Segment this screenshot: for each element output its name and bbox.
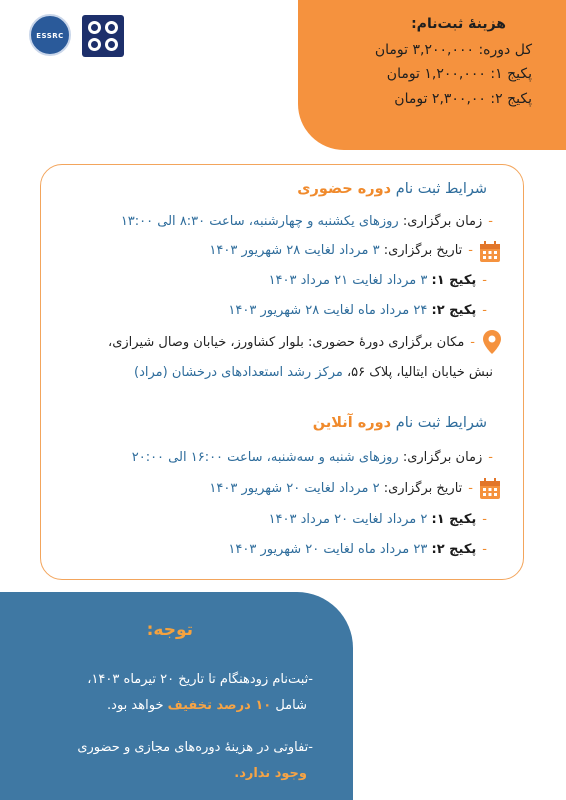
fee-package-1: پکیج ۱: ۱,۲۰۰,۰۰۰ تومان — [386, 66, 532, 82]
fee-package-2: پکیج ۲: ۲,۳۰۰,۰۰ تومان — [394, 91, 532, 107]
inperson-package-2: -پکیج ۲: ۲۴ مرداد ماه لغایت ۲۸ شهریور ۱۴۰۳ — [228, 303, 487, 318]
notice-box — [0, 592, 353, 800]
inperson-package-1: -پکیج ۱: ۳ مرداد لغایت ۲۱ مرداد ۱۴۰۳ — [268, 273, 487, 288]
inperson-location-line1: -مکان برگزاری دورۀ حضوری: بلوار کشاورز، خیابان وصال شیرازی، — [108, 335, 475, 350]
institution-logo — [82, 15, 124, 57]
notice-title: توجه: — [146, 620, 193, 640]
calendar-icon-online — [479, 478, 501, 500]
notice-line-3: -تفاوتی در هزینۀ دوره‌های مجازی و حضوری — [77, 740, 313, 755]
online-package-1: -پکیج ۱: ۲ مرداد لغایت ۲۰ مرداد ۱۴۰۳ — [268, 512, 487, 527]
notice-line-4: وجود ندارد. — [234, 766, 307, 781]
notice-line-2: شامل ۱۰ درصد تخفیف خواهد بود. — [107, 698, 307, 713]
inperson-date: -تاریخ برگزاری: ۳ مرداد لغایت ۲۸ شهریور ۱۴۰۳ — [209, 243, 473, 258]
inperson-location-line2: نبش خیابان ایتالیا، پلاک ۵۶، مرکز رشد استعدادهای درخشان (مراد) — [134, 365, 493, 380]
conditions-card — [40, 164, 524, 580]
fee-title: هزینۀ ثبت‌نام: — [411, 16, 506, 32]
fee-full-course: کل دوره: ۳,۲۰۰,۰۰۰ تومان — [374, 42, 532, 58]
online-header: شرایط ثبت نام دوره آنلاین — [312, 415, 487, 431]
essrc-logo: ESSRC — [29, 14, 71, 56]
online-time: -زمان برگزاری: روزهای شنبه و سه‌شنبه، ساعت ۱۶:۰۰ الی ۲۰:۰۰ — [131, 450, 493, 465]
inperson-time: -زمان برگزاری: روزهای یکشنبه و چهارشنبه، ساعت ۸:۳۰ الی ۱۳:۰۰ — [120, 214, 493, 229]
online-date: -تاریخ برگزاری: ۲ مرداد لغایت ۲۰ شهریور ۱۴۰۳ — [209, 481, 473, 496]
location-pin-icon — [483, 330, 501, 354]
inperson-header: شرایط ثبت نام دوره حضوری — [297, 181, 487, 197]
fee-box — [298, 0, 566, 150]
notice-line-1: -ثبت‌نام زودهنگام تا تاریخ ۲۰ تیرماه ۱۴۰۳، — [87, 672, 313, 687]
calendar-icon — [479, 241, 501, 263]
online-package-2: -پکیج ۲: ۲۳ مرداد ماه لغایت ۲۰ شهریور ۱۴۰۳ — [228, 542, 487, 557]
